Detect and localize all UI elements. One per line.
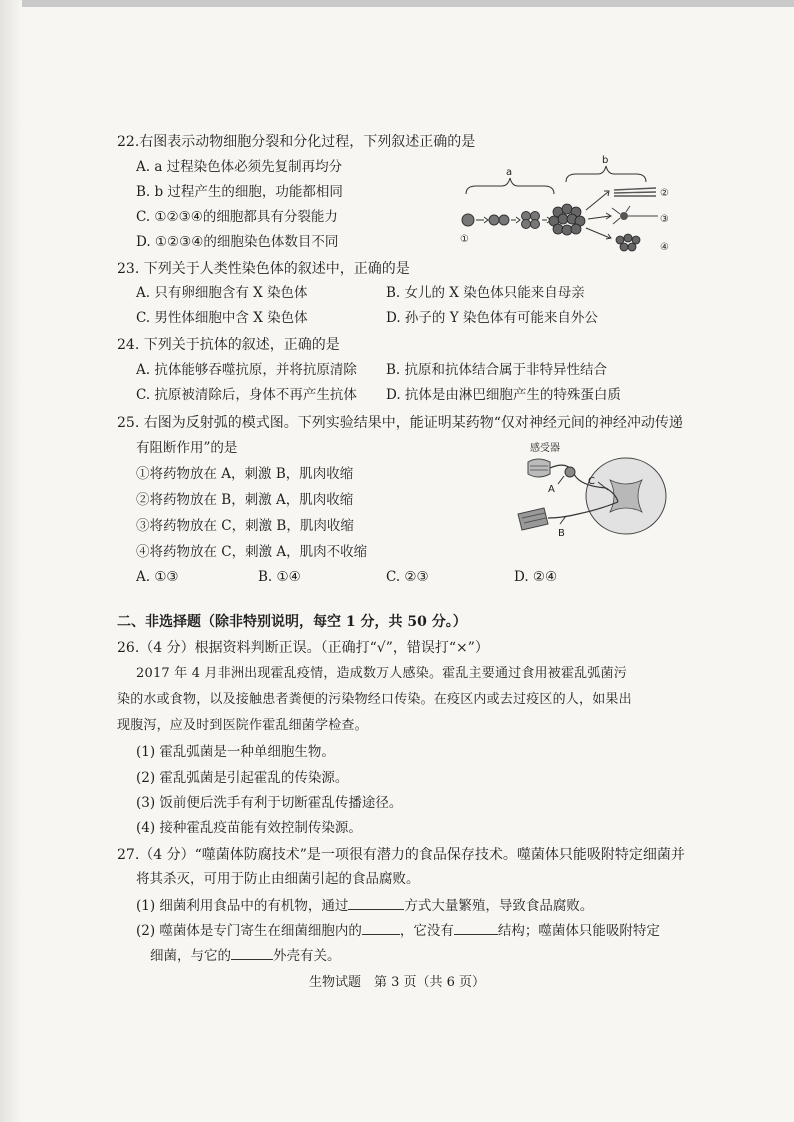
q27-sub2-part-e: 外壳有关。 (273, 948, 341, 964)
q25-option-b: B. ①④ (258, 569, 301, 585)
q27-sub2-part-b: ，它没有 (399, 923, 454, 939)
q27-blank-1[interactable] (348, 897, 404, 910)
q27-sub2-part-c: 结构；噬菌体只能吸附特定 (497, 923, 660, 939)
q27-stem-line1: 27.（4 分）“噬菌体防腐技术”是一项很有潜力的食品保存技术。噬菌体只能吸附特定细菌并 (117, 847, 685, 863)
page-footer: 生物试题 第 3 页（共 6 页） (308, 975, 486, 990)
q27-stem-line2: 将其杀灭，可用于防止由细菌引起的食品腐败。 (136, 871, 420, 887)
label-cell-4: ④ (660, 242, 669, 253)
q24-option-d: D. 抗体是由淋巴细胞产生的特殊蛋白质 (386, 387, 621, 403)
label-b: b (602, 155, 609, 166)
q23-option-d: D. 孙子的 Y 染色体有可能来自外公 (386, 310, 598, 326)
q27-sub2 (136, 922, 660, 939)
q22-option-d: D. ①②③④的细胞染色体数目不同 (136, 234, 339, 250)
label-a: a (506, 167, 513, 178)
cell-division-figure (458, 152, 678, 262)
q27-sub1-part-a: (1) 细菌利用食品中的有机物，通过 (136, 898, 349, 914)
label-C: C (588, 476, 595, 487)
q27-sub2-cont (150, 947, 341, 964)
q26-passage-line3: 现腹泻，应及时到医院作霍乱细菌学检查。 (117, 718, 368, 733)
q26-passage-line2: 染的水或食物，以及接触患者粪便的污染物经口传染。在疫区内或去过疫区的人，如果出 (117, 692, 632, 707)
q22-option-b: B. b 过程产生的细胞，功能都相同 (136, 184, 343, 200)
q25-option-a: A. ①③ (136, 569, 179, 585)
q26-stem: 26.（4 分）根据资料判断正误。（正确打“√”，错误打“×”） (117, 640, 489, 656)
label-B: B (558, 528, 565, 539)
q26-item-3: (3) 饭前便后洗手有利于切断霍乱传播途径。 (136, 795, 403, 811)
q25-item-2: ②将药物放在 B，刺激 A，肌肉收缩 (136, 492, 354, 508)
q25-item-4: ④将药物放在 C，刺激 A，肌肉不收缩 (136, 544, 368, 560)
q25-stem-line2: 有阻断作用”的是 (136, 440, 238, 456)
q25-option-d: D. ②④ (514, 569, 558, 585)
q22-stem: 22.右图表示动物细胞分裂和分化过程，下列叙述正确的是 (117, 134, 476, 150)
section2-title: 二、非选择题（除非特别说明，每空 1 分，共 50 分。） (117, 614, 467, 630)
q23-stem: 23. 下列关于人类性染色体的叙述中，正确的是 (117, 261, 410, 277)
label-cell-1: ① (460, 234, 469, 245)
q25-item-3: ③将药物放在 C，刺激 B，肌肉收缩 (136, 518, 354, 534)
q24-option-a: A. 抗体能够吞噬抗原，并将抗原清除 (136, 362, 357, 378)
scan-left-shadow (0, 0, 22, 1122)
q24-option-b: B. 抗原和抗体结合属于非特异性结合 (386, 362, 608, 378)
scan-top-edge (0, 0, 794, 7)
q26-item-1: (1) 霍乱弧菌是一种单细胞生物。 (136, 744, 335, 760)
q27-blank-2[interactable] (362, 922, 400, 935)
q25-option-c: C. ②③ (386, 569, 429, 585)
q22-option-c: C. ①②③④的细胞都具有分裂能力 (136, 209, 338, 225)
label-receptor: 感受器 (530, 443, 560, 454)
q26-item-4: (4) 接种霍乱疫苗能有效控制传染源。 (136, 820, 362, 836)
label-cell-3: ③ (660, 214, 669, 225)
q22-option-a: A. a 过程染色体必须先复制再均分 (136, 159, 343, 175)
q24-option-c: C. 抗原被清除后，身体不再产生抗体 (136, 387, 357, 403)
q24-stem: 24. 下列关于抗体的叙述，正确的是 (117, 337, 340, 353)
q27-sub2-part-a: (2) 噬菌体是专门寄生在细菌细胞内的 (136, 923, 362, 939)
q27-blank-4[interactable] (231, 947, 273, 960)
q27-sub1 (136, 897, 593, 914)
label-cell-2: ② (660, 188, 669, 199)
q25-stem-line1: 25. 右图为反射弧的模式图。下列实验结果中，能证明某药物“仅对神经元间的神经冲动传递 (117, 415, 683, 431)
q27-sub2-part-d: 细菌，与它的 (150, 948, 231, 964)
q26-passage-line1: 2017 年 4 月非洲出现霍乱疫情，造成数万人感染。霍乱主要通过食用被霍乱弧菌污 (136, 666, 627, 681)
q26-item-2: (2) 霍乱弧菌是引起霍乱的传染源。 (136, 770, 349, 786)
q27-sub1-part-b: 方式大量繁殖，导致食品腐败。 (404, 898, 594, 914)
q25-item-1: ①将药物放在 A，刺激 B，肌肉收缩 (136, 466, 354, 482)
label-A: A (548, 484, 555, 495)
reflex-arc-figure (508, 440, 678, 540)
q23-option-a: A. 只有卵细胞含有 X 染色体 (136, 285, 308, 301)
q23-option-b: B. 女儿的 X 染色体只能来自母亲 (386, 285, 585, 301)
q27-blank-3[interactable] (454, 922, 498, 935)
q23-option-c: C. 男性体细胞中含 X 染色体 (136, 310, 308, 326)
